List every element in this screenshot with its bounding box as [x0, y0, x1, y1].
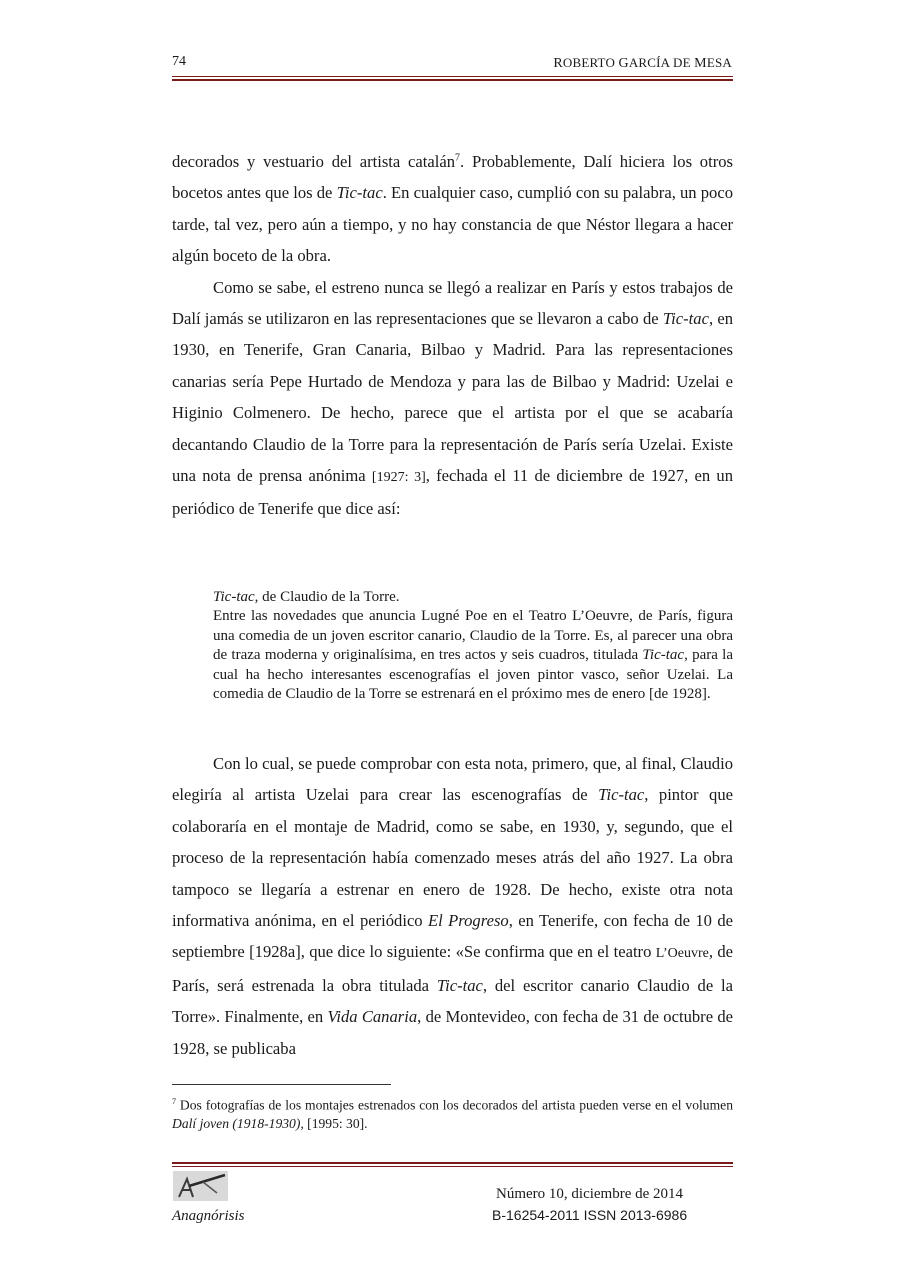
paragraph-1: decorados y vestuario del artista catalán$^7$. Probablemente, Dalí hiciera los otros bocetos antes que los de Tic-tac. En cualquier caso, cumplió con su palabra, un poco tarde, tal vez, pero aún a tiempo, y no hay constancia de que Néstor llegara a hacer algún boceto de la obra.	[172, 152, 734, 266]
journal-logo-icon	[173, 1171, 228, 1201]
body-paragraphs-bottom	[172, 748, 733, 1064]
header-rule-thin	[172, 76, 733, 77]
header-rule-thick	[172, 79, 733, 81]
issn-info: B-16254-2011 ISSN 2013-6986	[492, 1207, 688, 1223]
footnote-ref[interactable]: 7	[455, 152, 461, 164]
quote-title: Tic-tac, de Claudio de la Torre.	[213, 589, 400, 605]
journal-name: Anagnórisis	[172, 1208, 245, 1224]
paragraph-2: Como se sabe, el estreno nunca se llegó a realizar en París y estos trabajos de Dalí jamás se utilizaron en las representaciones que se llevaron a cabo de Tic-tac, en 1930, en Tenerife, Gran Canaria, Bilbao y Madrid. Para las representaciones canarias sería Pepe Hurtado de Mendoza y para las de Bilbao y Madrid: Uzelai e Higinio Colmenero. De hecho, parece que el artista por el que se acabaría decantando Claudio de la Torre para la representación de París sería Uzelai. Existe una nota de prensa anónima [1927: 3], fechada el 11 de diciembre de 1927, en un periódico de Tenerife que dice así:	[172, 277, 733, 519]
body-paragraphs-top	[172, 146, 733, 525]
running-head-author: ROBERTO GARCÍA DE MESA	[553, 55, 732, 71]
footer-rule-thick	[172, 1162, 733, 1164]
block-quote	[213, 588, 733, 704]
quote-text: Entre las novedades que anuncia Lugné Poe en el Teatro L’Oeuvre, de París, figura una comedia de un joven escritor canario, Claudio de la Torre. Es, al parecer una obra de traza moderna y originalísima, en tres actos y seis cuadros, titulada Tic-tac, para la cual ha hecho interesantes escenografías el joven pintor vasco, señor Uzelai. La comedia de Claudio de la Torre se estrenará en el próximo mes de enero [de 1928].	[213, 608, 733, 703]
page-number: 74	[172, 54, 186, 69]
issue-info: Número 10, diciembre de 2014	[496, 1186, 684, 1202]
footnote-7: $^7$ Dos fotografías de los montajes estrenados con los decorados del artista pueden verse en el volumen Dalí joven (1918-1930), [1995: 30].	[172, 1097, 733, 1131]
footnote-separator	[172, 1084, 391, 1085]
footer-rule-thin	[172, 1166, 733, 1167]
citation: [1927: 3]	[371, 470, 426, 486]
paragraph-3: Con lo cual, se puede comprobar con esta nota, primero, que, al final, Claudio elegiría al artista Uzelai para crear las escenografías de Tic-tac, pintor que colaboraría en el montaje de Madrid, como se sabe, en 1930, y, segundo, que el proceso de la representación había comenzado meses atrás del año 1927. La obra tampoco se llegaría a estrenar en enero de 1928. De hecho, existe otra nota informativa anónima, en el periódico El Progreso, en Tenerife, con fecha de 10 de septiembre [1928a], que dice lo siguiente: «Se confirma que en el teatro L’Oeuvre, de París, será estrenada la obra titulada Tic-tac, del escritor canario Claudio de la Torre». Finalmente, en Vida Canaria, de Montevideo, con fecha de 31 de octubre de 1928, se publicaba	[172, 754, 733, 1058]
